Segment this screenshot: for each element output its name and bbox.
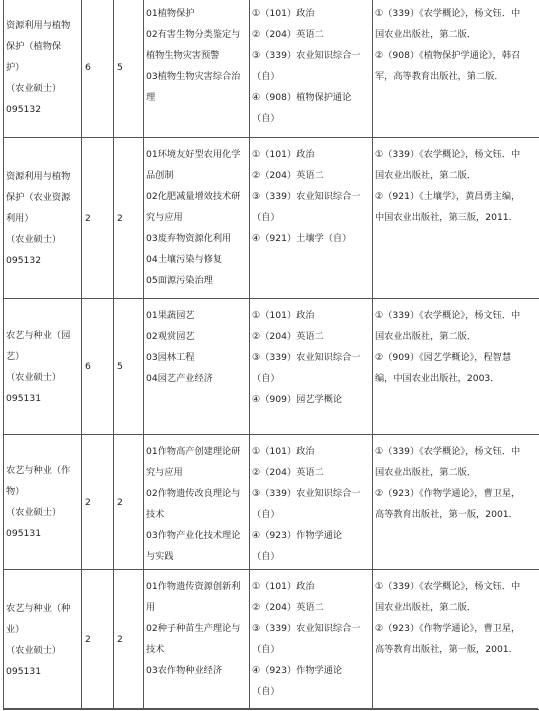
spec-cell: [4, 0, 82, 138]
spec-line: 095132: [6, 103, 42, 115]
spec-line: 业）: [6, 623, 25, 635]
exam-line: ④（921）土壤学（自）: [252, 233, 352, 244]
exam-line: ②（204）英语二: [252, 331, 324, 342]
exam-line: ②（204）英语二: [252, 602, 324, 613]
quota-cell: 2: [114, 138, 144, 299]
direction-line: 02观赏园艺: [146, 331, 195, 342]
spec-line: 095131: [6, 665, 42, 677]
exam-cell: [250, 570, 373, 710]
direction-line: 03园林工程: [146, 352, 195, 363]
spec-line: 利用）: [6, 212, 34, 224]
spec-line: （农业硕士）: [6, 233, 62, 245]
exam-line: ③（339）农业知识综合一: [252, 191, 361, 202]
exam-line: （自）: [252, 373, 280, 384]
direction-line: 用: [146, 602, 156, 613]
spec-line: 农艺与种业（作: [6, 465, 71, 476]
reference-line: ①（339）《农学概论》，杨文钰．中: [375, 581, 521, 592]
reference-cell: [373, 138, 539, 299]
reference-line: ②（921）《土壤学》，黄昌勇主编，: [375, 191, 521, 202]
exam-line: ③（339）农业知识综合一: [252, 50, 361, 61]
table-bottom-edge: [3, 708, 538, 709]
direction-line: 01植物保护: [146, 8, 195, 19]
spec-line: 资源利用与植物: [6, 170, 71, 182]
direction-line: 技术: [146, 509, 165, 520]
direction-line: 究与应用: [146, 467, 183, 478]
spec-line: 095131: [6, 528, 42, 539]
direction-line: 技术: [146, 644, 165, 655]
direction-line: 01作物遗传资源创新利: [146, 581, 241, 592]
reference-line: 高等教育出版社，第一版，2001．: [375, 509, 518, 520]
spec-line: （农业硕士）: [6, 82, 62, 94]
reference-line: ①（339）《农学概论》，杨文钰．中: [375, 8, 521, 19]
direction-line: 02种子种苗生产理论与: [146, 623, 241, 634]
spec-line: 艺）: [6, 350, 25, 362]
spec-line: 保护（农业资源: [6, 191, 71, 203]
exam-line: ①（101）政治: [252, 581, 315, 592]
exam-line: ④（923）作物学通论: [252, 530, 343, 541]
exam-line: ④（908）植物保护通论: [252, 92, 352, 103]
exam-line: （自）: [252, 551, 280, 562]
table-row: [4, 435, 539, 570]
direction-line: 03植物生物灾害综合治: [146, 71, 241, 82]
reference-line: ②（923）《作物学通论》，曹卫星，: [375, 623, 521, 634]
exam-cell: [250, 435, 373, 570]
spec-line: 095131: [6, 392, 42, 404]
spec-line: 农艺与种业（园: [6, 329, 71, 341]
spec-cell: [4, 435, 82, 570]
spec-cell: [4, 138, 82, 299]
reference-line: 国农业出版社，第二版．: [375, 29, 477, 40]
reference-cell: [373, 435, 539, 570]
reference-line: ①（339）《农学概论》，杨文钰．中: [375, 149, 521, 160]
exam-line: （自）: [252, 113, 280, 124]
exam-line: ④（909）园艺学概论: [252, 394, 343, 405]
exam-line: ②（204）英语二: [252, 467, 324, 478]
exam-cell: [250, 0, 373, 138]
table-row: [4, 299, 539, 435]
reference-line: 军，高等教育出版社，第二版．: [375, 71, 504, 82]
direction-line: 02作物遗传改良理论与: [146, 488, 241, 499]
direction-line: 品创制: [146, 170, 174, 181]
spec-line: （农业硕士）: [6, 507, 62, 518]
exam-line: ②（204）英语二: [252, 29, 324, 40]
reference-line: 编，中国农业出版社，2003．: [375, 373, 500, 384]
spec-cell: [4, 299, 82, 435]
program-table: [3, 0, 539, 710]
exam-cell: [250, 138, 373, 299]
direction-line: 究与应用: [146, 212, 183, 223]
spec-line: 095132: [6, 254, 42, 266]
quota-cell: 5: [114, 0, 144, 138]
direction-line: 05面源污染治理: [146, 275, 213, 286]
reference-cell: [373, 0, 539, 138]
direction-cell: [144, 570, 250, 710]
quota-cell: 6: [82, 299, 114, 435]
spec-line: 护）: [6, 61, 25, 73]
exam-cell: [250, 299, 373, 435]
exam-line: （自）: [252, 509, 280, 520]
exam-line: （自）: [252, 71, 280, 82]
direction-cell: [144, 299, 250, 435]
direction-line: 02有害生物分类鉴定与: [146, 29, 241, 40]
reference-line: ①（339）《农学概论》，杨文钰．中: [375, 310, 521, 321]
quota-cell: 2: [114, 570, 144, 710]
spec-line: 物）: [6, 486, 25, 497]
exam-line: ①（101）政治: [252, 8, 315, 19]
exam-line: ②（204）英语二: [252, 170, 324, 181]
quota-cell: 2: [82, 435, 114, 570]
quota-cell: 5: [114, 299, 144, 435]
reference-line: ②（909）《园艺学概论》，程智慧: [375, 352, 512, 363]
direction-line: 03农作物种业经济: [146, 665, 223, 676]
exam-line: （自）: [252, 686, 280, 697]
reference-line: 国农业出版社，第二版．: [375, 170, 477, 181]
quota-cell: 6: [82, 0, 114, 138]
spec-line: （农业硕士）: [6, 371, 62, 383]
exam-line: ①（101）政治: [252, 446, 315, 457]
spec-line: （农业硕士）: [6, 644, 62, 656]
reference-cell: [373, 299, 539, 435]
direction-line: 03作物产业化技术理论: [146, 530, 241, 541]
exam-line: ③（339）农业知识综合一: [252, 488, 361, 499]
quota-cell: 2: [82, 138, 114, 299]
direction-line: 植物生物灾害预警: [146, 50, 220, 61]
reference-line: ①（339）《农学概论》，杨文钰．中: [375, 446, 521, 457]
direction-line: 01环境友好型农用化学: [146, 149, 241, 160]
direction-line: 01果蔬园艺: [146, 310, 195, 321]
spec-cell: [4, 570, 82, 710]
direction-line: 04园艺产业经济: [146, 373, 213, 384]
reference-line: 中国农业出版社，第三版，2011．: [375, 212, 518, 223]
reference-line: ②（923）《作物学通论》，曹卫星，: [375, 488, 521, 499]
table-row: [4, 138, 539, 299]
table-row: [4, 570, 539, 710]
spec-line: 保护（植物保: [6, 40, 62, 52]
direction-line: 03废弃物资源化利用: [146, 233, 232, 244]
reference-line: 高等教育出版社，第一版，2001．: [375, 644, 518, 655]
reference-cell: [373, 570, 539, 710]
quota-cell: 2: [114, 435, 144, 570]
direction-cell: [144, 138, 250, 299]
reference-line: 国农业出版社，第二版．: [375, 602, 477, 613]
exam-line: ③（339）农业知识综合一: [252, 623, 361, 634]
direction-cell: [144, 0, 250, 138]
exam-line: （自）: [252, 212, 280, 223]
reference-line: 国农业出版社，第二版．: [375, 467, 477, 478]
direction-line: 01作物高产创建理论研: [146, 446, 241, 457]
direction-cell: [144, 435, 250, 570]
direction-line: 理: [146, 92, 156, 103]
reference-line: ②（908）《植物保护学通论》，韩召: [375, 50, 521, 61]
quota-cell: 2: [82, 570, 114, 710]
exam-line: ④（923）作物学通论: [252, 665, 343, 676]
exam-line: ③（339）农业知识综合一: [252, 352, 361, 363]
reference-line: 国农业出版社，第二版．: [375, 331, 477, 342]
exam-line: （自）: [252, 644, 280, 655]
direction-line: 02化肥减量增效技术研: [146, 191, 241, 202]
spec-line: 资源利用与植物: [6, 19, 71, 31]
direction-line: 与实践: [146, 551, 174, 562]
table-row: [4, 0, 539, 138]
spec-line: 农艺与种业（种: [6, 602, 71, 614]
exam-line: ①（101）政治: [252, 310, 315, 321]
exam-line: ①（101）政治: [252, 149, 315, 160]
direction-line: 04土壤污染与修复: [146, 254, 223, 265]
